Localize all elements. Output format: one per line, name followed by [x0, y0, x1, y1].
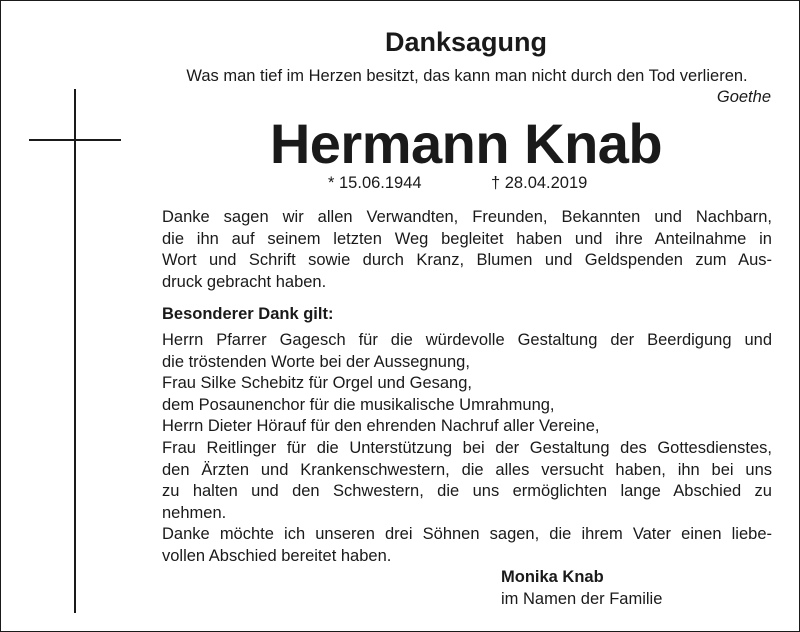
thanks-paragraph — [162, 207, 772, 293]
signature-name: Monika Knab — [501, 568, 604, 586]
quote-text: Was man tief im Herzen besitzt, das kann man nicht durch den Tod verlieren. — [186, 67, 748, 85]
deceased-name: Hermann Knab — [269, 112, 663, 175]
special-thanks-paragraph — [162, 330, 772, 568]
text-line: Herrn Pfarrer Gagesch für die würdevolle Gestaltung der Beerdigung und — [162, 331, 772, 349]
text-line: dem Posaunenchor für die musikalische Umrahmung, — [162, 395, 555, 414]
text-line: die tröstenden Worte bei der Aussegnung, — [162, 352, 470, 371]
text-line: die ihn auf seinem letzten Weg begleitet haben und ihre Anteilnahme in — [162, 229, 772, 248]
cross-horizontal-bar — [29, 139, 121, 141]
cross-vertical-bar — [74, 89, 76, 613]
text-line: Danke sagen wir allen Verwandten, Freunden, Bekannten und Nachbarn, — [162, 208, 772, 226]
text-line: den Ärzten und Krankenschwestern, die alles versucht haben, ihn bei uns — [162, 460, 772, 479]
text-line: vollen Abschied bereitet haben. — [162, 546, 392, 565]
text-line: Herrn Dieter Hörauf für den ehrenden Nachruf aller Vereine, — [162, 417, 600, 436]
quote-author: Goethe — [716, 88, 771, 106]
text-line: zu halten und den Schwestern, die uns ermöglichten lange Abschied zu — [162, 482, 772, 501]
notice-heading: Danksagung — [384, 27, 548, 57]
signature-subtitle: im Namen der Familie — [501, 590, 663, 608]
death-date: † 28.04.2019 — [491, 174, 588, 192]
text-line: nehmen. — [162, 503, 227, 522]
text-line: Wort und Schrift sowie durch Kranz, Blumen und Geldspenden zum Aus- — [162, 251, 772, 270]
special-thanks-title: Besonderer Dank gilt: — [162, 305, 334, 323]
birth-date: * 15.06.1944 — [328, 174, 422, 192]
text-line: Frau Reitlinger für die Unterstützung bei der Gestaltung des Gottesdienstes, — [162, 438, 772, 457]
text-line: Danke möchte ich unseren drei Söhnen sagen, die ihrem Vater einen liebe- — [162, 525, 772, 544]
text-line: Frau Silke Schebitz für Orgel und Gesang, — [162, 374, 472, 393]
text-line: druck gebracht haben. — [162, 272, 327, 291]
